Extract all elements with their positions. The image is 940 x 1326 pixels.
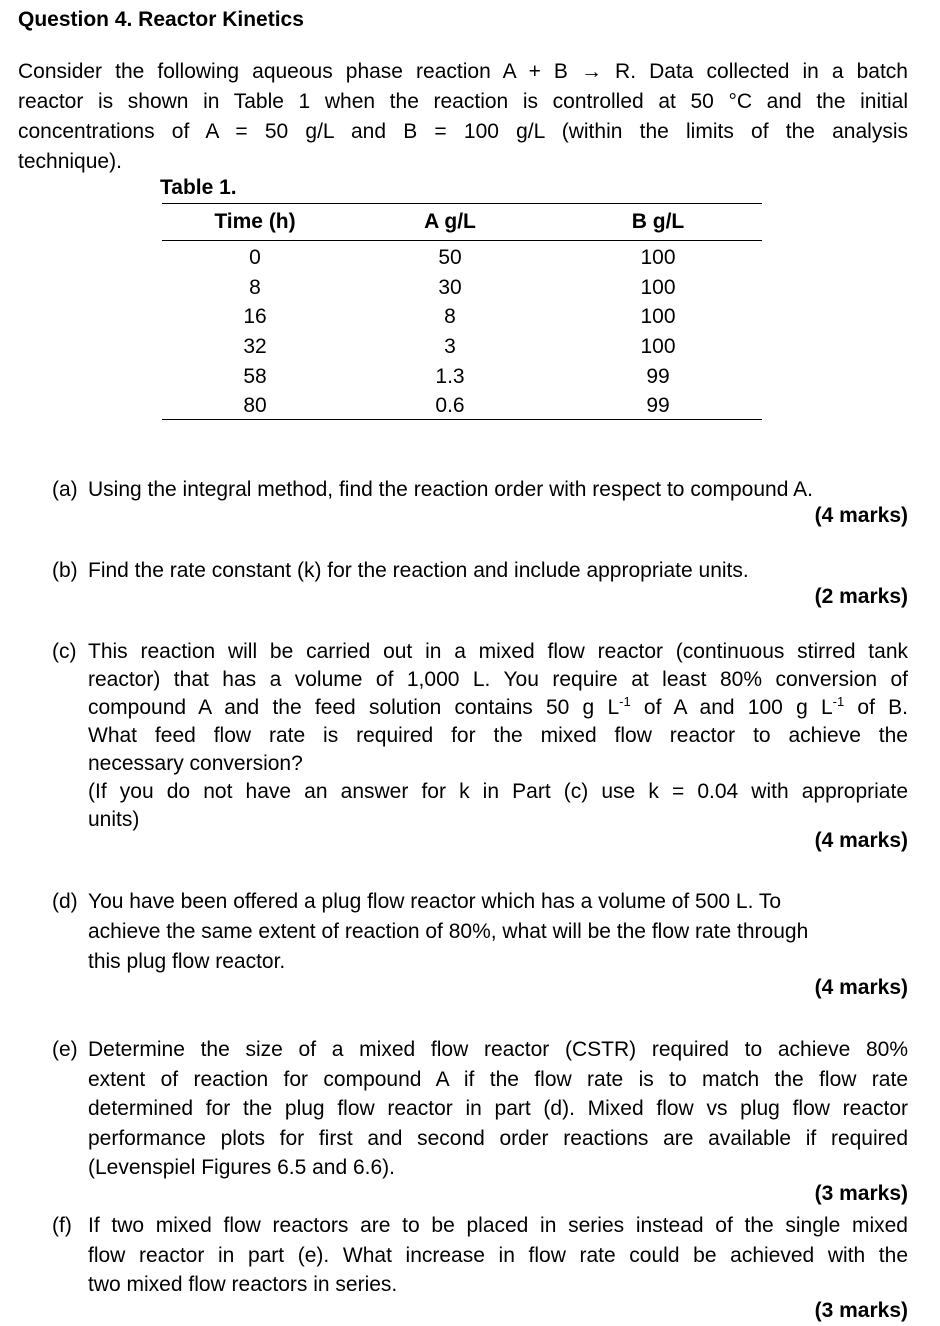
header-time: Time (h)	[214, 210, 296, 233]
question-part-a	[52, 476, 908, 504]
table-cell: 80	[243, 394, 267, 417]
question-part-b	[52, 557, 908, 585]
table-cell: 50	[438, 246, 462, 269]
table-top-rule	[162, 203, 762, 204]
part-label: (a)	[52, 478, 78, 501]
intro-line: concentrations of A = 50 g/L and B = 100 g/L (within the limits of the analysis	[18, 120, 908, 143]
marks-c: (4 marks)	[814, 829, 908, 852]
superscript: -1	[832, 694, 845, 709]
part-text: flow reactor in part (e). What increase in flow rate could be achieved with the	[88, 1243, 908, 1267]
table-cell: 0	[249, 246, 261, 269]
part-text: reactor) that has a volume of 1,000 L. You require at least 80% conversion of	[88, 668, 908, 691]
marks-f: (3 marks)	[814, 1299, 908, 1322]
table-cell: 32	[243, 335, 267, 358]
table-header-rule	[162, 240, 762, 241]
part-text: Determine the size of a mixed flow reactor (CSTR) required to achieve 80%	[88, 1038, 908, 1061]
part-text: achieve the same extent of reaction of 80%, what will be the flow rate through	[88, 920, 809, 943]
part-label: (e)	[52, 1038, 78, 1061]
marks-b: (2 marks)	[814, 585, 908, 608]
table-cell: 8	[444, 305, 456, 328]
table-cell: 99	[646, 394, 670, 417]
part-text: two mixed flow reactors in series.	[88, 1273, 398, 1296]
part-text: If two mixed flow reactors are to be placed in series instead of the single mixed	[88, 1214, 908, 1237]
header-b: B g/L	[631, 210, 685, 233]
part-text: This reaction will be carried out in a mixed flow reactor (continuous stirred tank	[88, 640, 908, 663]
question-part-c	[52, 638, 908, 834]
part-text: (If you do not have an answer for k in Part (c) use k = 0.04 with appropriate	[88, 780, 908, 803]
intro-paragraph	[18, 57, 908, 177]
table-cell: 16	[243, 305, 267, 328]
part-label: (c)	[52, 640, 77, 663]
part-text: What feed flow rate is required for the mixed flow reactor to achieve the	[88, 724, 908, 747]
question-part-d	[52, 887, 908, 977]
part-text: of B.	[844, 696, 909, 719]
question-title: Question 4. Reactor Kinetics	[18, 8, 304, 31]
table-cell: 30	[438, 276, 462, 299]
part-text: performance plots for first and second order reactions are available if required	[88, 1126, 908, 1150]
part-text: of A and 100 g L	[630, 696, 833, 719]
part-label: (d)	[52, 890, 78, 913]
marks-d: (4 marks)	[814, 976, 908, 999]
question-part-e	[52, 1035, 908, 1183]
intro-line: Consider the following aqueous phase reaction A + B → R. Data collected in a batch	[18, 60, 908, 83]
part-text: this plug flow reactor.	[88, 950, 286, 973]
part-text: determined for the plug flow reactor in part (d). Mixed flow vs plug flow reactor	[88, 1097, 908, 1120]
table-cell: 1.3	[435, 365, 465, 388]
table-cell: 0.6	[435, 394, 465, 417]
table-cell: 3	[444, 335, 456, 358]
marks-a: (4 marks)	[814, 504, 908, 527]
table-cell: 8	[249, 276, 261, 299]
superscript: -1	[619, 694, 631, 709]
part-label: (b)	[52, 559, 78, 582]
part-text-with-units	[88, 694, 908, 722]
table-caption: Table 1.	[160, 176, 237, 199]
table-cell: 100	[640, 335, 676, 358]
header-a: A g/L	[424, 210, 476, 233]
table-cell: 100	[640, 246, 676, 269]
part-text: necessary conversion?	[88, 752, 303, 775]
table-bottom-rule	[162, 419, 762, 420]
part-text: You have been offered a plug flow reactor which has a volume of 500 L. To	[88, 890, 782, 913]
part-text: (Levenspiel Figures 6.5 and 6.6).	[88, 1156, 396, 1179]
part-text: extent of reaction for compound A if the flow rate is to match the flow rate	[88, 1067, 908, 1091]
part-text: Find the rate constant (k) for the reaction and include appropriate units.	[88, 559, 749, 582]
table-cell: 58	[243, 365, 267, 388]
question-part-f	[52, 1211, 908, 1300]
part-text: units)	[88, 808, 140, 831]
intro-line: technique).	[18, 150, 122, 173]
part-label: (f)	[52, 1214, 72, 1237]
table-cell: 99	[646, 365, 670, 388]
table-cell: 100	[640, 276, 676, 299]
table-cell: 100	[640, 305, 676, 328]
part-text: Using the integral method, find the reaction order with respect to compound A.	[88, 478, 813, 501]
marks-e: (3 marks)	[814, 1182, 908, 1205]
part-text: compound A and the feed solution contains 50 g L	[88, 696, 620, 719]
intro-line: reactor is shown in Table 1 when the reaction is controlled at 50 °C and the initial	[18, 90, 908, 113]
